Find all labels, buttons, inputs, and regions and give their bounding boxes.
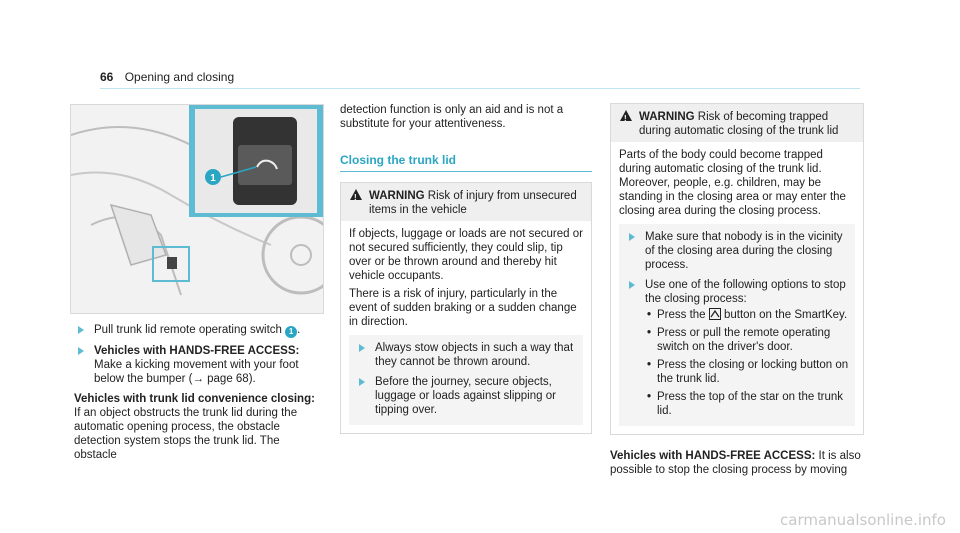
warning-header — [611, 104, 863, 142]
step-arrow-icon — [629, 233, 635, 241]
page-header — [100, 70, 234, 84]
warning-steps — [349, 335, 583, 425]
step2-text: Make a kicking movement with your foot below the bumper (→ page 68). — [94, 359, 299, 385]
warning-step-text: Always stow objects in such a way that they cannot be thrown around. — [375, 342, 574, 368]
para-text: It is also possible to stop the closing process by moving — [610, 450, 861, 476]
figure-callout-number: 1 — [210, 173, 216, 184]
warning-header — [341, 183, 591, 221]
warning-body — [611, 142, 863, 434]
warning-paragraph-1: Parts of the body could become trapped during automatic closing of the trunk lid. Moreover, people, e.g. children, may be standing in the closing area or may enter the closing area during the closing process. — [619, 149, 846, 217]
warning-step-text: Before the journey, secure objects, luggage or loads against slipping or tipping over. — [375, 376, 556, 416]
step-kicking-movement — [74, 344, 324, 386]
warning-icon — [620, 110, 632, 121]
column-right — [610, 103, 864, 477]
warning-step — [625, 230, 849, 272]
header-rule — [100, 88, 860, 89]
para-bold: Vehicles with HANDS-FREE ACCESS: — [610, 450, 816, 462]
list-item: • Press or pull the remote operating switch on the driver's door. — [645, 326, 849, 354]
warning-step — [355, 341, 577, 369]
warning-title: Risk of becoming trapped during automatic closing of the trunk lid — [639, 111, 839, 137]
step2-bold: Vehicles with HANDS-FREE ACCESS: — [94, 345, 300, 357]
stop-options-list — [645, 308, 849, 418]
intro-paragraph: detection function is only an aid and is not a substitute for your attentiveness. — [340, 104, 564, 130]
warning-label: WARNING — [369, 190, 425, 202]
warning-step — [625, 278, 849, 418]
callout-number-badge: 1 — [285, 326, 297, 338]
watermark: carmanualsonline.info — [780, 511, 946, 529]
warning-icon — [350, 189, 362, 200]
warning-title: Risk of injury from unsecured items in the vehicle — [369, 190, 577, 216]
hands-free-paragraph — [610, 449, 864, 477]
convenience-closing-paragraph — [74, 392, 324, 462]
page-section-title: Opening and closing — [124, 70, 235, 84]
list-item — [645, 308, 849, 322]
step-arrow-icon — [629, 281, 635, 289]
step1-text: Pull trunk lid remote operating switch — [94, 324, 282, 336]
step-arrow-icon — [78, 347, 84, 355]
para-text: If an object obstructs the trunk lid during the automatic opening process, the obstacle detection system stops the trunk lid. The obstacle — [74, 407, 298, 461]
bullet-text-suffix: button on the SmartKey. — [723, 309, 848, 321]
warning-box-trapped — [610, 103, 864, 435]
list-item: • Press the closing or locking button on the trunk lid. — [645, 358, 849, 386]
section-title: Closing the trunk lid — [340, 153, 592, 172]
warning-step — [355, 375, 577, 417]
page-number: 66 — [100, 70, 114, 84]
warning-step-text: Make sure that nobody is in the vicinity of the closing area during the closing process. — [645, 231, 843, 271]
column-left — [74, 323, 324, 462]
column-middle — [340, 103, 592, 434]
para-bold: Vehicles with trunk lid convenience closing: — [74, 393, 315, 405]
warning-steps — [619, 224, 855, 426]
step-arrow-icon — [359, 378, 365, 386]
step-arrow-icon — [78, 326, 84, 334]
trunk-switch-illustration — [70, 104, 324, 314]
bullet-text-prefix: Press the — [657, 309, 706, 321]
warning-label: WARNING — [639, 111, 695, 123]
step-arrow-icon — [359, 344, 365, 352]
step-pull-switch: Pull trunk lid remote operating switch 1 . — [74, 323, 324, 338]
warning-paragraph-2: There is a risk of injury, particularly in the event of sudden braking or a sudden change in direction. — [349, 288, 577, 328]
list-item: • Press the top of the star on the trunk lid. — [645, 390, 849, 418]
trunk-key-icon — [709, 308, 721, 320]
warning-paragraph-1: If objects, luggage or loads are not secured or not secured sufficiently, they could slip, tip over or be thrown around and thereby hit vehicle occupants. — [349, 228, 583, 282]
warning-step-text: Use one of the following options to stop the closing process: — [645, 279, 846, 305]
warning-body — [341, 221, 591, 433]
warning-box-unsecured-items — [340, 182, 592, 434]
